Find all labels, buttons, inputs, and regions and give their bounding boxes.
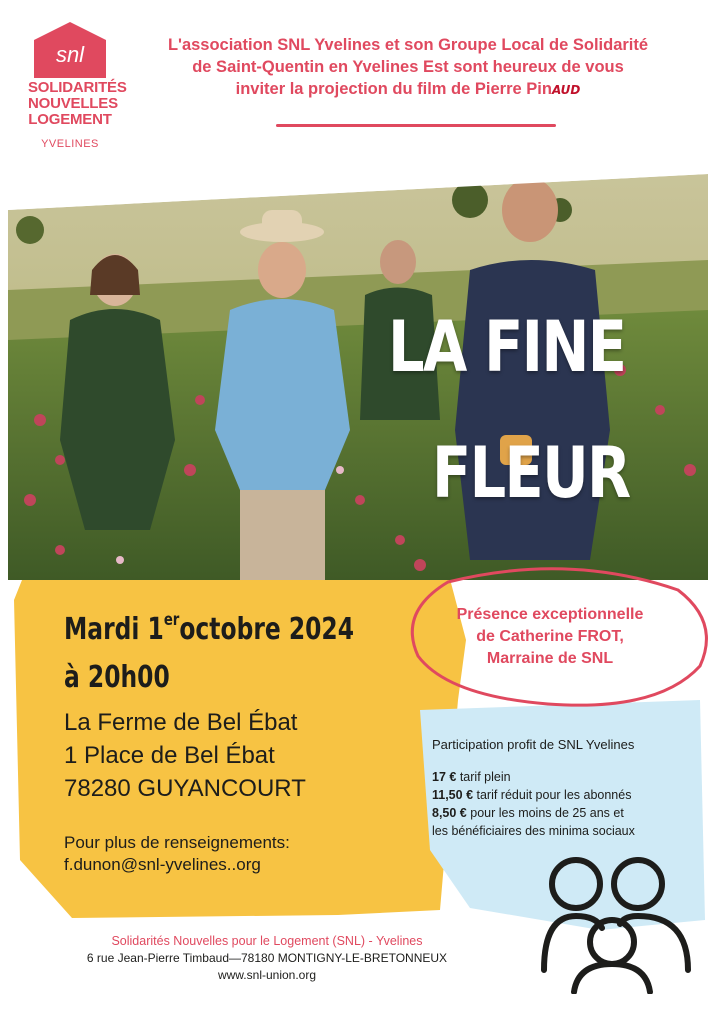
people-icon (538, 852, 694, 994)
footer-org: Solidarités Nouvelles pour le Logement (SNL) - Yvelines (111, 934, 423, 948)
guest-line-2: de Catherine FROT, (476, 628, 624, 645)
contact-label: Pour plus de renseignements: (64, 833, 290, 852)
date-prefix: Mardi 1 (64, 612, 164, 647)
logo-line-1: SOLIDARITÉS (28, 79, 127, 96)
venue-address (64, 706, 306, 805)
intro-line-2: de Saint-Quentin en Yvelines Est sont heureux de vous (192, 58, 624, 76)
footer (62, 933, 472, 984)
logo-line-2: NOUVELLES (28, 95, 118, 112)
guest-line-3: Marraine de SNL (486, 650, 614, 667)
film-title-line-2: FLEUR (432, 432, 630, 514)
event-date (64, 612, 354, 647)
house-logo-icon (30, 20, 110, 80)
intro-line-3 (128, 78, 688, 101)
footer-address: 6 rue Jean-Pierre Timbaud—78180 MONTIGNY-LE-BRETONNEUX (86, 951, 448, 965)
contact-email[interactable]: f.dunon@snl-yvelines..org (64, 855, 261, 874)
guest-announcement (420, 604, 680, 670)
snl-logo (28, 20, 127, 150)
logo-line-3: LOGEMENT (28, 111, 112, 128)
price-row (432, 786, 702, 804)
venue-line-1: La Ferme de Bel Ébat (64, 709, 298, 736)
venue-line-3: 78280 GUYANCOURT (64, 775, 306, 802)
price-amount: 11,50 € (432, 788, 474, 802)
film-title-line-1: LA FINE (388, 306, 626, 388)
price-row (432, 804, 702, 822)
footer-website[interactable]: www.snl-union.org (217, 968, 317, 982)
event-time: à 20h00 (64, 660, 170, 695)
price-row (432, 768, 702, 786)
intro-text (128, 34, 688, 101)
price-continuation: les bénéficiaires des minima sociaux (432, 824, 635, 838)
price-amount: 8,50 € (432, 806, 467, 820)
date-suffix: octobre 2024 (179, 612, 355, 647)
logo-region: YVELINES (41, 138, 99, 150)
guest-line-1: Présence exceptionnelle (456, 606, 644, 623)
pricing-title: Participation profit de SNL Yvelines (432, 737, 635, 752)
price-desc: tarif réduit pour les abonnés (476, 788, 632, 802)
pricing-block (432, 736, 702, 840)
contact-info (64, 832, 290, 876)
price-desc: tarif plein (459, 770, 511, 784)
logo-mark: snl (55, 42, 85, 67)
handwritten-correction: AUD (551, 83, 581, 97)
venue-line-2: 1 Place de Bel Ébat (64, 742, 275, 769)
date-superscript: er (163, 610, 180, 630)
intro-line-1: L'association SNL Yvelines et son Groupe Local de Solidarité (167, 36, 649, 54)
intro-divider (276, 124, 556, 127)
price-desc: pour les moins de 25 ans et (470, 806, 624, 820)
intro-line-3-text: inviter la projection du film de Pierre Pin (235, 80, 552, 98)
price-amount: 17 € (432, 770, 457, 784)
